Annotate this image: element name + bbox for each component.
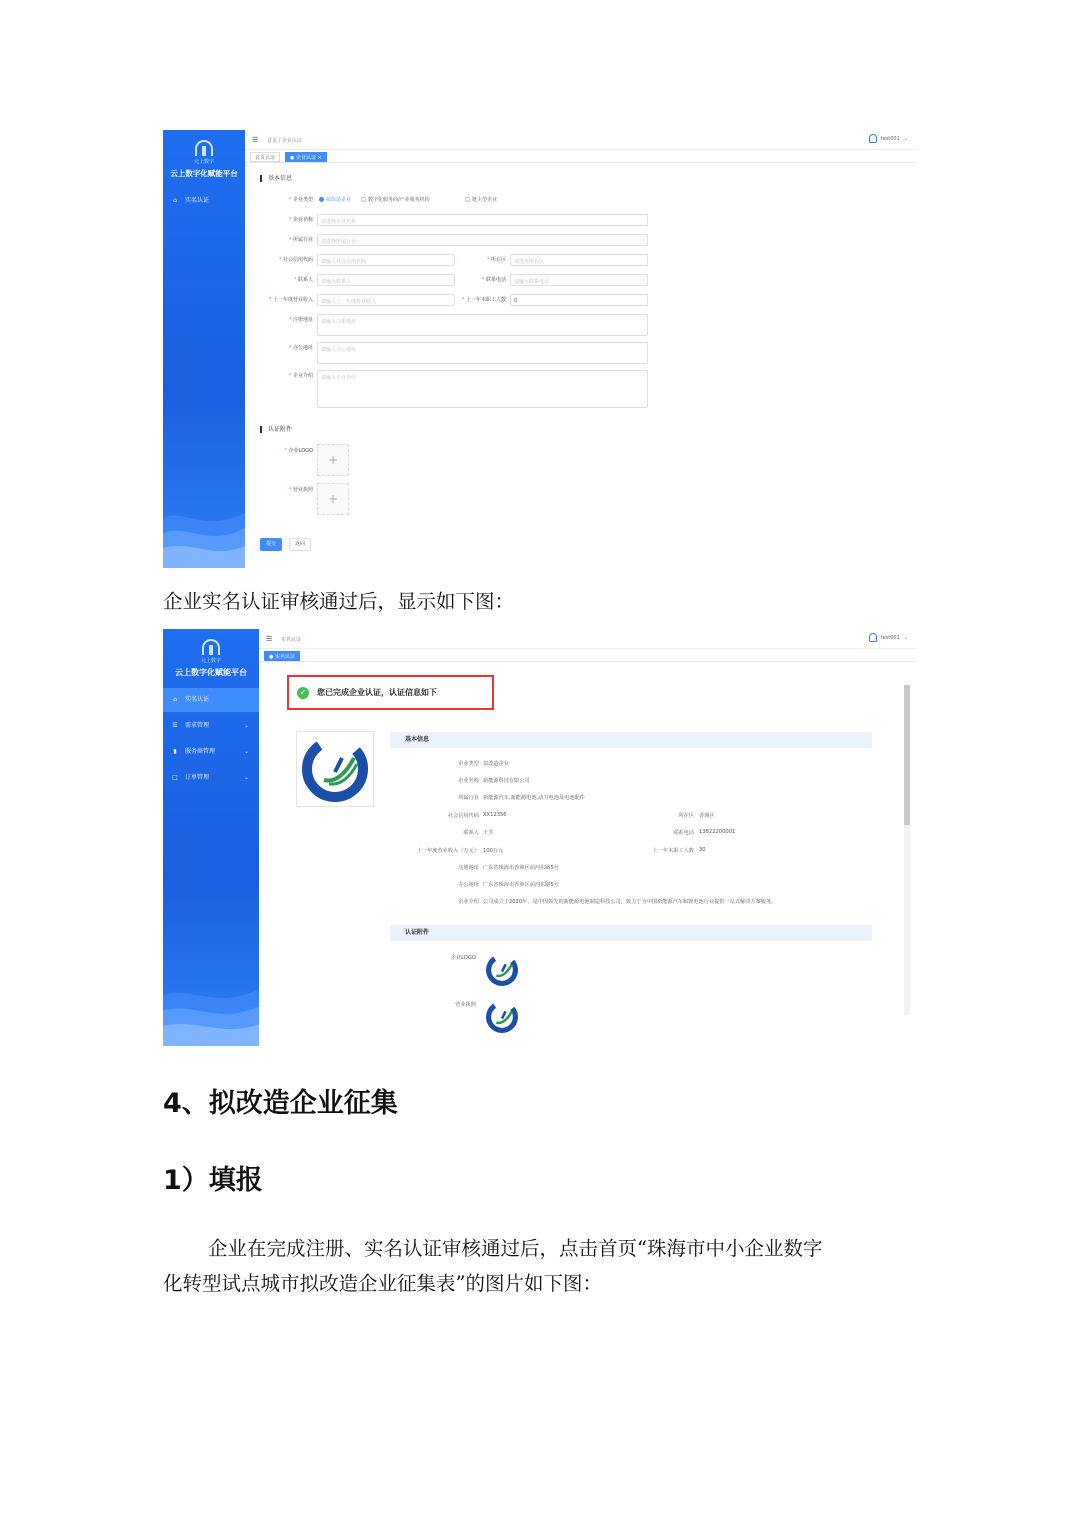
sidebar-menu [163,189,245,213]
contact-label: * 联系人 [293,277,313,283]
sidebar-item-certification[interactable] [163,688,259,712]
credit-code-label: * 社会信用代码 [278,257,313,263]
breadcrumb: 实名认证 [281,637,302,643]
office-address-textarea[interactable]: 请输入办公地址 [317,342,648,364]
logo-caption: 元上数字 [200,658,221,664]
body-text-line-2: 化转型试点城市拟改造企业征集表”的图片如下图： [163,1272,602,1295]
list-icon: ☰ [172,722,178,729]
chevron-down-icon: ⌄ [243,722,249,729]
platform-logo [163,629,259,678]
phone-value: 13822200001 [699,829,736,835]
company-logo-image [296,731,374,807]
credit-code-input[interactable]: 请输入社会信用代码 [317,254,455,266]
district-value: 香洲区 [699,813,715,819]
tab-home[interactable]: 首页认证 [250,152,280,162]
office-address-label: 办公地址 [458,882,479,888]
intro-textarea[interactable]: 请输入企业介绍 [317,370,648,408]
logo-upload-button[interactable]: + [317,444,349,476]
username: test001 [880,135,900,142]
wave-decoration [163,478,245,568]
user-menu[interactable] [869,633,908,642]
company-logo-icon [302,736,368,802]
caption-after-approval: 企业实名认证审核通过后，显示如下图： [163,590,515,613]
certification-result-screenshot [163,629,916,1046]
sidebar-item-label: 服务商管理 [185,748,216,755]
platform-logo [163,130,245,179]
section-heading: 4、拟改造企业征集 [163,1088,398,1119]
reg-address-textarea[interactable]: 请输入注册地址 [317,314,648,336]
building-icon [195,140,213,156]
district-label: 所在区 [678,813,694,819]
section-title-basic: 基本信息 [390,732,872,748]
industry-value: 新能源汽车,新能源电池,动力电池及电池配件 [483,795,585,801]
revenue-input[interactable]: 请输入上一年度营业收入 [317,294,455,306]
company-name-select[interactable]: 请选择企业名称 [317,214,648,226]
menu-toggle-icon[interactable]: ☰ [252,136,259,144]
sidebar-item-demand[interactable] [163,714,259,738]
logo-upload-label: * 企业LOGO [284,448,313,454]
top-header [259,629,916,649]
company-name-label: 企业名称 [458,778,479,784]
user-icon [869,633,877,642]
username: test001 [880,634,900,641]
tab-enterprise-cert[interactable]: ● 企业认证 × [285,152,327,162]
reg-address-label: * 注册地址 [288,317,313,323]
company-type-label: 企业类型 [458,761,479,767]
success-banner [287,675,494,710]
district-label: * 所在区 [486,257,506,263]
section-title-attach: 认证附件 [260,426,292,433]
employees-label: * 上一年末职工人数 [461,297,506,303]
license-upload-button[interactable]: + [317,483,349,515]
intro-label: 企业介绍 [458,899,479,905]
chevron-down-icon: ⌄ [243,748,249,755]
company-name-value: 新能源科技有限公司 [483,778,530,784]
certification-form-screenshot [163,130,916,568]
order-icon: □ [172,774,178,781]
attach-logo-label: 企业LOGO [450,955,476,961]
sidebar-item-provider[interactable] [163,740,259,764]
sidebar-item-label: 实名认证 [185,197,210,204]
section-title-attach: 认证附件 [390,925,872,941]
contact-label: 联系人 [463,830,479,836]
credit-code-value: XX12356 [483,812,507,818]
reg-address-value: 广东省珠海市香洲区前河东路5号 [483,865,559,871]
industry-label: * 所属行业 [288,237,313,243]
chevron-down-icon: ⌄ [243,774,249,781]
user-menu[interactable] [869,134,908,143]
sidebar [163,629,259,1046]
wave-decoration [163,956,259,1046]
submit-button[interactable]: 提交 [260,538,282,551]
license-upload-label: * 营业执照 [288,487,313,493]
top-header [245,130,916,150]
attach-license-image[interactable] [484,999,520,1035]
sidebar-item-label: 需求管理 [185,722,210,729]
sidebar-menu [163,688,259,790]
attach-license-label: 营业执照 [455,1002,476,1008]
industry-label: 所属行业 [458,795,479,801]
sidebar-item-order[interactable] [163,766,259,790]
attach-logo-image[interactable] [484,952,520,988]
section-title-basic: 基本信息 [260,175,292,182]
body-text-line-1: 企业在完成注册、实名认证审核通过后，点击首页“珠海市中小企业数字 [208,1237,823,1260]
reg-address-label: 注册地址 [458,865,479,871]
company-type-value: 拟改造企业 [483,761,509,767]
company-logo-icon [485,953,519,987]
employees-value: 30 [699,847,706,853]
menu-toggle-icon[interactable]: ☰ [266,635,273,643]
sidebar-item-label: 订单管理 [185,774,210,781]
user-icon [869,134,877,143]
district-select[interactable]: 请选择所在区 [510,254,648,266]
phone-input[interactable]: 请输入联系电话 [510,274,648,286]
sub-heading: 1）填报 [163,1165,263,1196]
industry-select[interactable]: 请选择所属行业 [317,234,648,246]
scrollbar-thumb[interactable] [904,685,910,825]
phone-label: 联系电话 [673,830,694,836]
revenue-label: 上一年度营业收入（万元） [416,848,479,854]
office-address-label: * 办公地址 [288,345,313,351]
file-icon: ▮ [173,748,177,755]
employees-label: 上一年末职工人数 [652,848,694,854]
breadcrumb-home[interactable]: 首页 [267,138,278,144]
intro-label: * 企业介绍 [288,373,313,379]
logo-caption: 元上数字 [193,159,214,165]
building-icon [202,639,220,655]
employees-stepper[interactable]: 0 [510,294,648,306]
phone-label: * 联系电话 [481,277,506,283]
company-logo-icon [485,1000,519,1034]
sidebar-item-label: 实名认证 [185,696,210,703]
intro-value: 公司成立于2020年，是中国领先的新能源电池制造科技公司。致力于为中国新能源汽车和锂电池行业提供一站式解决方案服务。 [483,899,777,905]
platform-name: 云上数字化赋能平台 [170,169,238,178]
company-name-label: * 企业名称 [288,217,313,223]
chevron-down-icon: ⌄ [903,135,908,142]
breadcrumb-current: 企业认证 [281,138,302,144]
revenue-label: * 上一年度营业收入 [268,297,313,303]
office-address-value: 广东省珠海市香洲区前河东路5号 [483,882,559,888]
radio-company-type-1[interactable]: 拟改造企业 [319,196,351,203]
tab-certification[interactable]: ● 实名认证 [264,651,300,661]
check-circle-icon: ✓ [297,687,309,699]
chevron-down-icon: ⌄ [903,634,908,641]
tab-bar [259,650,916,662]
platform-name: 云上数字化赋能平台 [175,668,247,677]
contact-input[interactable]: 请输入联系人 [317,274,455,286]
company-type-label: * 企业类型 [288,197,313,203]
credit-code-label: 社会信用代码 [447,813,479,819]
breadcrumb: 首页 / 企业认证 [267,138,302,144]
sidebar [163,130,245,568]
sidebar-item-certification[interactable] [163,189,245,213]
radio-company-type-2[interactable]: 数字化服务商/产业服务机构 [361,196,430,203]
tab-bar [245,151,916,163]
contact-value: 王芳 [483,830,494,836]
success-message: 您已完成企业认证，认证信息如下 [317,688,437,697]
home-icon: ⌂ [173,197,177,204]
home-icon: ⌂ [173,696,177,703]
back-button[interactable]: 返回 [289,538,311,551]
radio-company-type-3[interactable]: 链主型企业 [465,196,497,203]
revenue-value: 100万元 [483,848,504,854]
